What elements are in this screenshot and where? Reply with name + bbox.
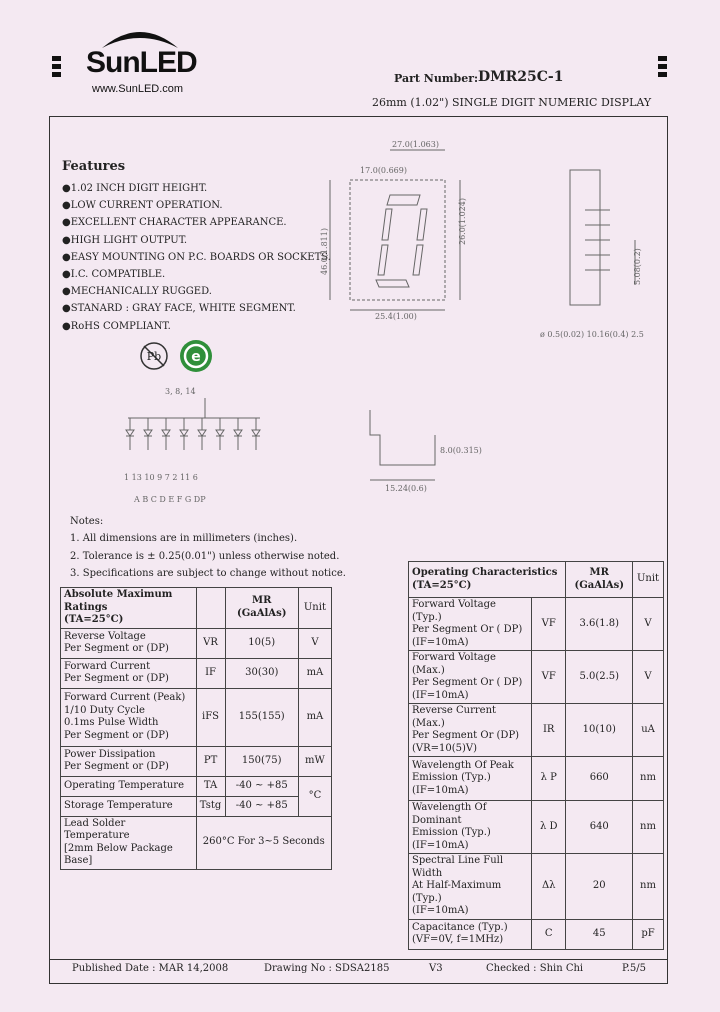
header-bar-mark: [52, 56, 61, 61]
feature-item: ●1.02 INCH DIGIT HEIGHT.: [62, 183, 208, 194]
table-row: [409, 757, 664, 801]
table-cell: Forward Current Per Segment or (DP): [61, 658, 197, 688]
table-cell: Power Dissipation Per Segment or (DP): [61, 746, 197, 776]
table-cell: IF: [196, 658, 225, 688]
front-dim-top2: 17.0(0.669): [360, 166, 407, 175]
header-bar-mark: [658, 56, 667, 61]
circuit-top-pins: 3, 8, 14: [165, 387, 196, 396]
table-row: [61, 816, 332, 869]
table-cell: nm: [633, 757, 664, 801]
table-cell: 155(155): [225, 688, 298, 746]
header-bar-mark: [52, 72, 61, 77]
table-cell: TA: [196, 776, 225, 796]
table-cell: C: [531, 919, 565, 949]
table-cell: -40 ~ +85: [225, 776, 298, 796]
front-view-drawing: [320, 135, 480, 325]
table-cell: 10(5): [225, 628, 298, 658]
table-row: [409, 919, 664, 949]
notes-title: Notes:: [70, 516, 104, 527]
table-cell: °C: [298, 776, 331, 816]
feature-item: ●LOW CURRENT OPERATION.: [62, 200, 223, 212]
table-cell: IR: [531, 704, 565, 757]
table-cell: λ P: [531, 757, 565, 801]
bottom-dim: 8.0(0.315): [440, 446, 482, 455]
table-row: [61, 776, 332, 796]
note-item: 3. Specifications are subject to change without notice.: [70, 568, 346, 580]
table-cell: MR (GaAlAs): [225, 588, 298, 629]
table-row: [409, 801, 664, 854]
page-number: P.5/5: [622, 963, 646, 974]
side-dim: 5.08(0.2): [633, 248, 642, 285]
table-cell: Forward Voltage (Typ.) Per Segment Or ( DP) (IF=10mA): [409, 598, 532, 651]
table-cell: Spectral Line Full Width At Half-Maximum (Typ.) (IF=10mA): [409, 854, 532, 920]
table-cell: 10(10): [566, 704, 633, 757]
pb-label: Pb: [146, 350, 162, 363]
table-cell: 20: [566, 854, 633, 920]
svg-text:e: e: [191, 349, 201, 365]
side-bottom-dims: ø 0.5(0.02) 10.16(0.4) 2.5: [540, 330, 644, 339]
published-date: Published Date : MAR 14,2008: [72, 963, 229, 974]
pb-free-icon: [138, 340, 170, 372]
note-item: 2. Tolerance is ± 0.25(0.01") unless otherwise noted.: [70, 550, 340, 562]
table-row: [409, 598, 664, 651]
table-cell: 3.6(1.8): [566, 598, 633, 651]
version: V3: [429, 963, 443, 974]
features-list: [62, 180, 331, 335]
table-cell: -40 ~ +85: [225, 796, 298, 816]
circuit-diagram: [120, 380, 270, 510]
part-number: DMR25C-1: [478, 69, 564, 85]
table-cell: Operating Characteristics (TA=25°C): [409, 562, 566, 598]
bottom-dim2: 15.24(0.6): [385, 484, 427, 493]
table-cell: 640: [566, 801, 633, 854]
table-cell: PT: [196, 746, 225, 776]
table-cell: VR: [196, 628, 225, 658]
table-cell: pF: [633, 919, 664, 949]
table-cell: 5.0(2.5): [566, 651, 633, 704]
circuit-bottom-labels: A B C D E F G DP: [134, 495, 206, 504]
table-row: [409, 704, 664, 757]
table-cell: V: [633, 598, 664, 651]
logo: SunLED: [86, 46, 197, 79]
part-number-label: Part Number:: [394, 72, 479, 85]
feature-item: ●I.C. COMPATIBLE.: [62, 269, 166, 281]
table-row: [409, 854, 664, 920]
absolute-max-ratings-table: [60, 587, 332, 870]
note-item: 1. All dimensions are in millimeters (inches).: [70, 533, 298, 545]
header-bar-mark: [52, 64, 61, 69]
drawing-number: Drawing No : SDSA2185: [264, 963, 390, 974]
product-description: 26mm (1.02") SINGLE DIGIT NUMERIC DISPLAY: [372, 96, 652, 109]
front-dim-bottom: 25.4(1.00): [375, 312, 417, 321]
feature-item: ●RoHS COMPLIANT.: [62, 320, 171, 332]
rohs-green-icon: [178, 338, 214, 374]
bottom-view-drawing: [360, 405, 510, 495]
table-cell: Absolute Maximum Ratings (TA=25°C): [61, 588, 197, 629]
table-cell: Reverse Voltage Per Segment or (DP): [61, 628, 197, 658]
table-header-row: [61, 588, 332, 629]
table-cell: Unit: [633, 562, 664, 598]
table-cell: Operating Temperature: [61, 776, 197, 796]
table-row: [61, 688, 332, 746]
table-cell: mA: [298, 688, 331, 746]
table-cell: VF: [531, 651, 565, 704]
table-cell: 45: [566, 919, 633, 949]
table-cell: λ D: [531, 801, 565, 854]
header-bar-mark: [658, 72, 667, 77]
feature-item: ●HIGH LIGHT OUTPUT.: [62, 234, 188, 246]
front-dim-digit: 26.0(1.024): [458, 198, 467, 245]
table-cell: Δλ: [531, 854, 565, 920]
table-cell: VF: [531, 598, 565, 651]
table-row: [61, 658, 332, 688]
table-cell: 150(75): [225, 746, 298, 776]
notes: [70, 513, 346, 583]
table-cell: Capacitance (Typ.) (VF=0V, f=1MHz): [409, 919, 532, 949]
table-cell: uA: [633, 704, 664, 757]
logo-url: www.SunLED.com: [92, 83, 184, 95]
table-cell: Storage Temperature: [61, 796, 197, 816]
features-title: Features: [62, 159, 126, 174]
table-cell: Reverse Current (Max.) Per Segment Or (DP) (VR=10(5)V): [409, 704, 532, 757]
header-bar-mark: [658, 64, 667, 69]
feature-item: ●EASY MOUNTING ON P.C. BOARDS OR SOCKETS.: [62, 251, 331, 263]
table-cell: iFS: [196, 688, 225, 746]
table-row: [61, 628, 332, 658]
table-cell: mA: [298, 658, 331, 688]
table-row: [409, 651, 664, 704]
table-cell: Tstg: [196, 796, 225, 816]
feature-item: ●MECHANICALLY RUGGED.: [62, 286, 212, 298]
table-cell: V: [298, 628, 331, 658]
feature-item: ●STANARD : GRAY FACE, WHITE SEGMENT.: [62, 303, 296, 315]
front-dim-top: 27.0(1.063): [392, 140, 439, 149]
front-dim-height: 46.0(1.811): [320, 228, 329, 275]
side-view-drawing: [540, 165, 670, 350]
table-cell: Lead Solder Temperature [2mm Below Package Base]: [61, 816, 197, 869]
table-cell: 260°C For 3~5 Seconds: [196, 816, 332, 869]
table-cell: Wavelength Of Dominant Emission (Typ.) (IF=10mA): [409, 801, 532, 854]
table-cell: nm: [633, 854, 664, 920]
table-header-row: [409, 562, 664, 598]
circuit-bottom-pins: 1 13 10 9 7 2 11 6: [124, 473, 198, 482]
table-cell: Forward Voltage (Max.) Per Segment Or ( DP) (IF=10mA): [409, 651, 532, 704]
table-cell: Wavelength Of Peak Emission (Typ.) (IF=10mA): [409, 757, 532, 801]
table-cell: V: [633, 651, 664, 704]
table-row: [61, 746, 332, 776]
operating-characteristics-table: [408, 561, 664, 950]
table-cell: 660: [566, 757, 633, 801]
footer: [49, 957, 668, 984]
table-cell: [196, 588, 225, 629]
table-cell: mW: [298, 746, 331, 776]
table-row: [61, 796, 332, 816]
table-cell: Unit: [298, 588, 331, 629]
table-cell: nm: [633, 801, 664, 854]
table-cell: 30(30): [225, 658, 298, 688]
table-cell: Forward Current (Peak) 1/10 Duty Cycle 0.1ms Pulse Width Per Segment or (DP): [61, 688, 197, 746]
table-cell: MR (GaAlAs): [566, 562, 633, 598]
feature-item: ●EXCELLENT CHARACTER APPEARANCE.: [62, 217, 287, 229]
checked-by: Checked : Shin Chi: [486, 963, 584, 974]
